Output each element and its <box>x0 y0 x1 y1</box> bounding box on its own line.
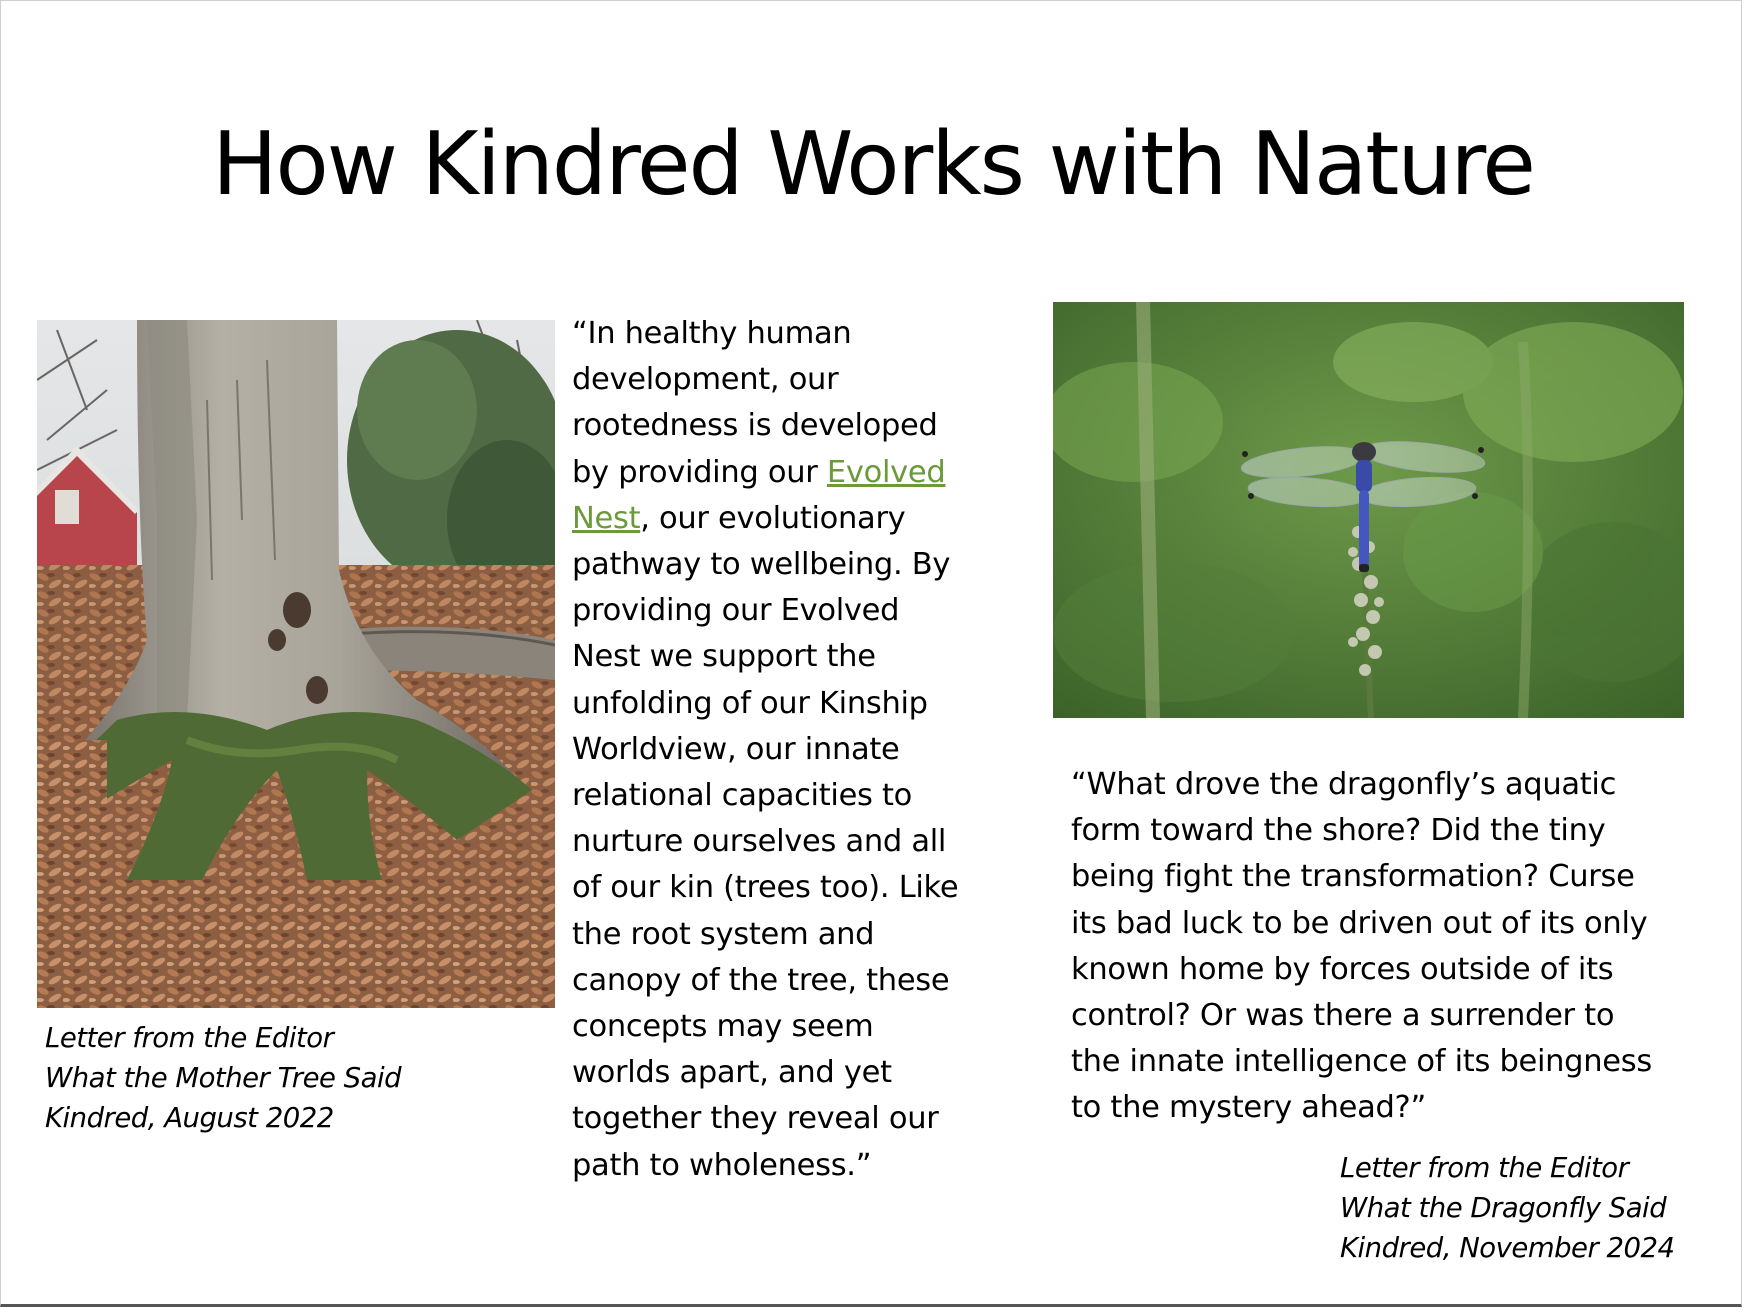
quote-line <box>572 496 958 542</box>
quote-line: to the mystery ahead?” <box>1071 1090 1426 1126</box>
quote-line: providing our Evolved <box>572 593 900 629</box>
quote-line: “In healthy human <box>572 316 852 351</box>
quote-line: pathway to wellbeing. By <box>572 547 951 583</box>
quote-line: concepts may seem <box>572 1009 874 1045</box>
quote-line: its bad luck to be driven out of its only <box>1071 905 1648 941</box>
tree-photo-image <box>37 320 555 1008</box>
quote-line: path to wholeness.” <box>572 1147 872 1183</box>
quote-line: relational capacities to <box>572 778 913 814</box>
quote-line: control? Or was there a surrender to <box>1071 998 1615 1034</box>
quote-line: being fight the transformation? Curse <box>1071 859 1635 895</box>
quote-line: rootedness is developed <box>572 408 938 444</box>
quote-text: , our evolutionary <box>640 500 906 536</box>
caption-line: Kindred, August 2022 <box>45 1102 334 1134</box>
quote-line <box>572 450 958 496</box>
quote-line: nurture ourselves and all <box>572 824 947 860</box>
quote-line: known home by forces outside of its <box>1071 951 1614 987</box>
caption-line: Kindred, November 2024 <box>1340 1232 1675 1264</box>
tree-photo-caption <box>45 1018 401 1138</box>
quote-line: Nest we support the <box>572 639 876 675</box>
dragonfly-quote <box>1071 762 1652 1132</box>
quote-line: “What drove the dragonfly’s aquatic <box>1071 767 1617 802</box>
caption-line: Letter from the Editor <box>1340 1152 1629 1184</box>
dragonfly-photo <box>1053 302 1684 718</box>
quote-line: canopy of the tree, these <box>572 962 950 998</box>
caption-line: Letter from the Editor <box>45 1022 334 1054</box>
caption-line: What the Mother Tree Said <box>45 1062 402 1094</box>
mother-tree-quote <box>572 311 958 1189</box>
evolved-nest-link[interactable]: Evolved <box>826 454 946 490</box>
quote-line: the innate intelligence of its beingness <box>1071 1044 1652 1080</box>
slide-title: How Kindred Works with Nature <box>212 113 1534 215</box>
quote-line: worlds apart, and yet <box>572 1055 892 1091</box>
quote-line: of our kin (trees too). Like <box>572 870 959 906</box>
mother-tree-photo <box>37 320 555 1008</box>
quote-text: by providing our <box>572 454 827 490</box>
quote-line: Worldview, our innate <box>572 731 900 767</box>
quote-line: the root system and <box>572 916 875 952</box>
evolved-nest-link[interactable]: Nest <box>572 500 641 536</box>
caption-line: What the Dragonfly Said <box>1340 1192 1667 1224</box>
dragonfly-photo-image <box>1053 302 1684 718</box>
quote-line: together they reveal our <box>572 1101 939 1137</box>
dragonfly-photo-caption <box>1340 1148 1675 1268</box>
quote-line: unfolding of our Kinship <box>572 685 928 721</box>
quote-line: form toward the shore? Did the tiny <box>1071 813 1606 849</box>
quote-line: development, our <box>572 362 839 398</box>
